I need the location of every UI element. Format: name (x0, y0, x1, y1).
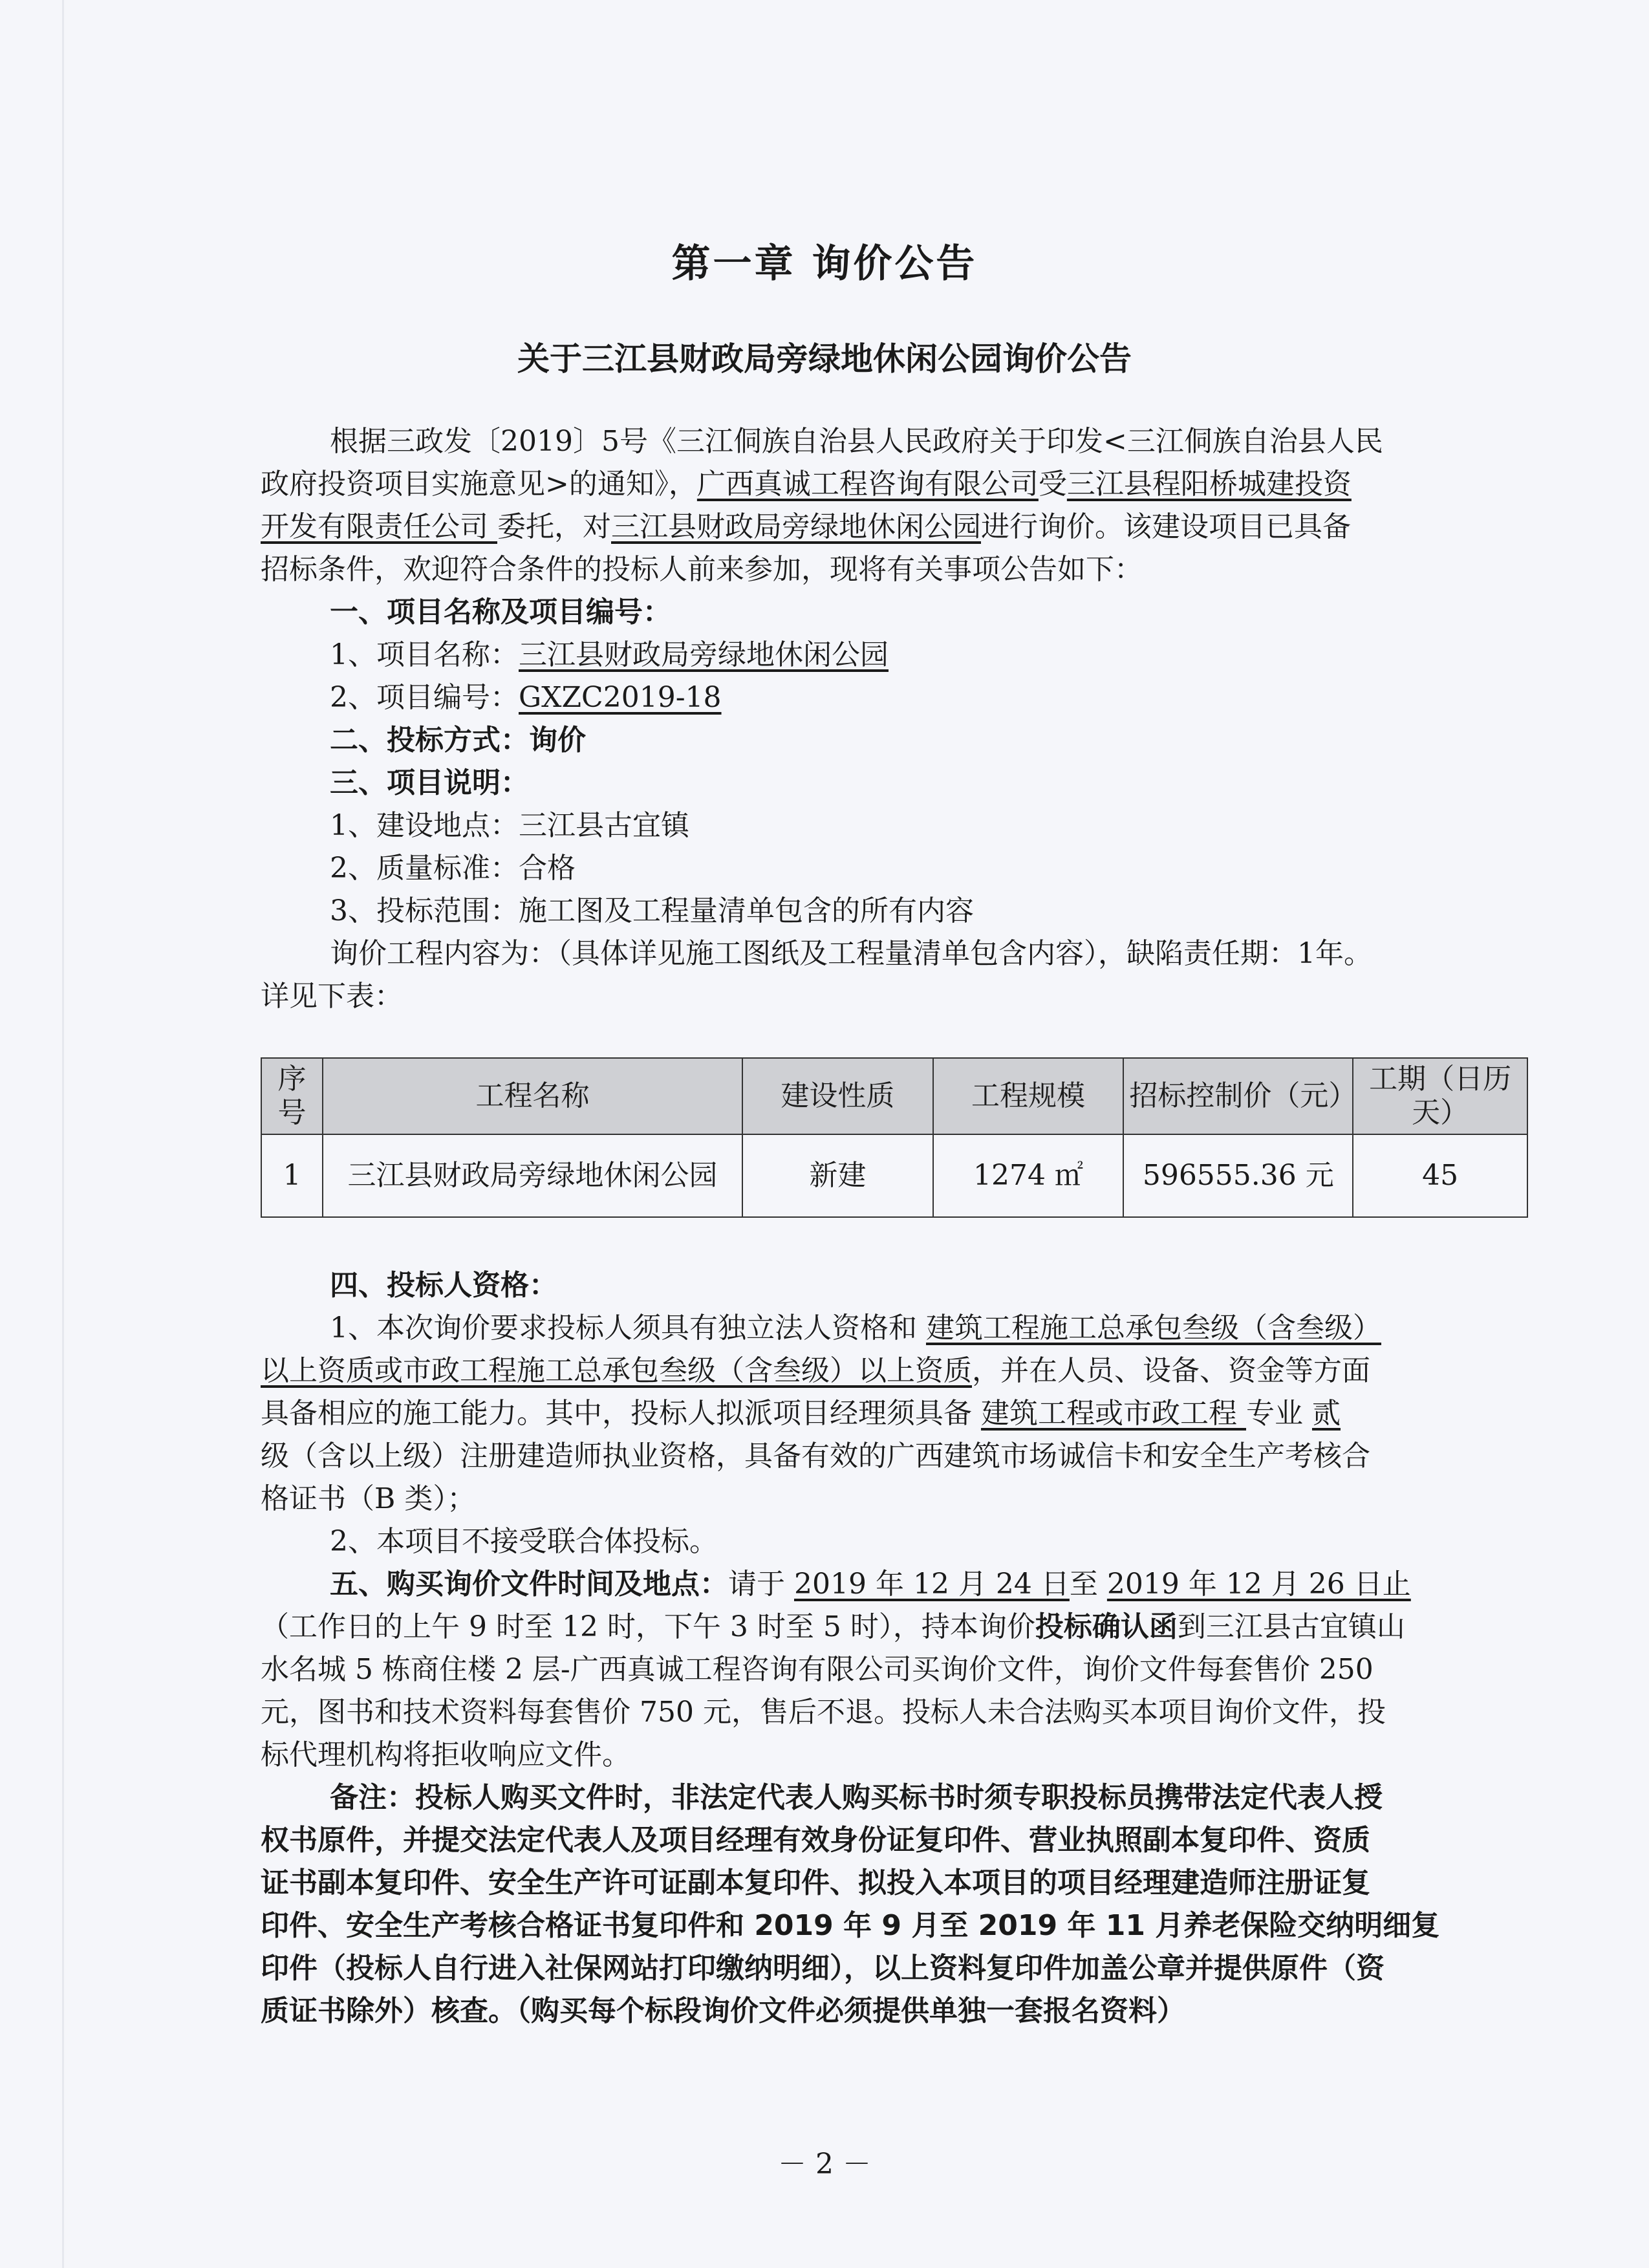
table-cell: 新建 (742, 1134, 933, 1217)
header-cell: 序号 (261, 1058, 323, 1134)
purchase-text: 到三江县古宜镇山 (1177, 1610, 1405, 1643)
client-company: 三江县程阳桥城建投资 (1066, 468, 1352, 501)
agent-company: 广西真诚工程咨询有限公司 (696, 468, 1039, 501)
intro-text: 受 (1038, 468, 1067, 501)
note-line-1: 备注：投标人购买文件时，非法定代表人购买标书时须专职投标员携带法定代表人授 (330, 1781, 1383, 1814)
project-code-value: GXZC2019-18 (519, 681, 722, 714)
content-line-2: 详见下表： (261, 980, 403, 1013)
project-name: 三江县财政局旁绿地休闲公园 (611, 510, 981, 543)
note-line-3: 证书副本复印件、安全生产许可证副本复印件、拟投入本项目的项目经理建造师注册证复 (261, 1866, 1370, 1899)
qualification-line-1 (330, 1307, 1528, 1350)
section-5-heading: 五、购买询价文件时间及地点： (330, 1568, 728, 1601)
note-line-5: 印件（投标人自行进入社保网站打印缴纳明细），以上资料复印件加盖公章并提供原件（资 (261, 1952, 1385, 1985)
qual-text: 1、本次询价要求投标人须具有独立法人资格和 (330, 1312, 926, 1345)
qual-text: 具备相应的施工能力。其中，投标人拟派项目经理须具备 (261, 1397, 981, 1430)
qual-text: ，并在人员、设备、资金等方面 (972, 1354, 1370, 1387)
intro-text: 委托，对 (497, 510, 611, 543)
consortium-rule: 2、本项目不接受联合体投标。 (330, 1525, 718, 1558)
project-name-row (330, 634, 1528, 676)
table-cell: 1 (261, 1134, 323, 1217)
purchase-line-1 (330, 1563, 1528, 1606)
end-date: 2019 年 12 月 26 日止 (1106, 1568, 1411, 1601)
project-code-row (330, 676, 1528, 719)
qual-text: 专业 (1245, 1397, 1312, 1430)
purchase-line-4: 元，图书和技术资料每套售价 750 元，售后不退。投标人未合法购买本项目询价文件，投 (261, 1696, 1386, 1729)
page-number: － 2 － (778, 2148, 871, 2181)
note-line-4: 印件、安全生产考核合格证书复印件和 2019 年 9 月至 2019 年 11 月养老保险交纳明细复 (261, 1909, 1440, 1942)
client-company: 开发有限责任公司 (261, 510, 497, 543)
purchase-text: 至 (1069, 1568, 1107, 1601)
table-cell: 三江县财政局旁绿地休闲公园 (323, 1134, 742, 1217)
intro-line-4: 招标条件，欢迎符合条件的投标人前来参加，现将有关事项公告如下： (261, 553, 1143, 586)
header-cell: 工程规模 (933, 1058, 1124, 1134)
table-cell: 1274 ㎡ (933, 1134, 1124, 1217)
scope-row: 3、投标范围：施工图及工程量清单包含的所有内容 (330, 894, 974, 927)
intro-text: 根据三政发〔2019〕5号《三江侗族自治县人民政府关于印发<三江侗族自治县人民 (330, 425, 1383, 458)
bid-confirmation-letter: 投标确认函 (1035, 1610, 1178, 1643)
field-label: 2、项目编号： (330, 681, 519, 714)
qualification-line-4: 级（含以上级）注册建造师执业资格，具备有效的广西建筑市场诚信卡和安全生产考核合 (261, 1440, 1370, 1473)
qual-specialty: 建筑工程或市政工程 (980, 1397, 1246, 1430)
intro-text: 进行询价。该建设项目已具备 (981, 510, 1351, 543)
note-line-6: 质证书除外）核查。（购买每个标段询价文件必须提供单独一套报名资料） (261, 1994, 1185, 2027)
purchase-line-5: 标代理机构将拒收响应文件。 (261, 1738, 630, 1771)
project-table (261, 1057, 1528, 1218)
project-name-value: 三江县财政局旁绿地休闲公园 (519, 638, 889, 671)
header-cell: 工程名称 (323, 1058, 742, 1134)
table-cell: 596555.36 元 (1123, 1134, 1353, 1217)
start-date: 2019 年 12 月 24 日 (794, 1568, 1070, 1601)
purchase-line-3: 水名城 5 栋商住楼 2 层-广西真诚工程咨询有限公司买询价文件，询价文件每套售价 250 (261, 1653, 1374, 1686)
section-3-heading: 三、项目说明： (330, 766, 529, 799)
table-header-row (261, 1058, 1527, 1134)
purchase-line-2 (261, 1606, 1528, 1648)
purchase-text: 请于 (728, 1568, 794, 1601)
purchase-text: （工作日的上午 9 时至 12 时，下午 3 时至 5 时），持本询价 (261, 1610, 1035, 1643)
qual-requirement: 建筑工程施工总承包叁级（含叁级） (925, 1312, 1381, 1345)
qual-requirement: 以上资质或市政工程施工总承包叁级（含叁级）以上资质 (261, 1354, 972, 1387)
section-2-heading: 二、投标方式：询价 (330, 724, 586, 757)
section-1-heading: 一、项目名称及项目编号： (330, 596, 671, 629)
note-line-2: 权书原件，并提交法定代表人及项目经理有效身份证复印件、营业执照副本复印件、资质 (261, 1824, 1370, 1857)
header-cell: 建设性质 (742, 1058, 933, 1134)
header-cell: 工期（日历天） (1353, 1058, 1527, 1134)
quality-row: 2、质量标准：合格 (330, 852, 576, 885)
table-row (261, 1134, 1527, 1217)
field-label: 1、项目名称： (330, 638, 519, 671)
intro-text: 政府投资项目实施意见>的通知》， (261, 468, 697, 501)
location-row: 1、建设地点：三江县古宜镇 (330, 809, 689, 842)
qualification-line-3 (261, 1392, 1528, 1435)
qualification-line-2 (261, 1350, 1528, 1392)
intro-line-3 (261, 506, 1528, 548)
qual-level: 贰 (1311, 1397, 1341, 1430)
section-4-heading: 四、投标人资格： (330, 1269, 557, 1302)
qualification-line-5: 格证书（B 类）； (261, 1482, 476, 1515)
intro-line-1 (330, 420, 1528, 463)
content-line-1: 询价工程内容为：（具体详见施工图纸及工程量清单包含内容），缺陷责任期：1年。 (330, 937, 1372, 970)
chapter-title: 第一章 询价公告 (671, 241, 978, 286)
announcement-title: 关于三江县财政局旁绿地休闲公园询价公告 (517, 340, 1132, 378)
intro-line-2 (261, 463, 1528, 506)
header-cell: 招标控制价（元） (1123, 1058, 1353, 1134)
table-cell: 45 (1353, 1134, 1527, 1217)
